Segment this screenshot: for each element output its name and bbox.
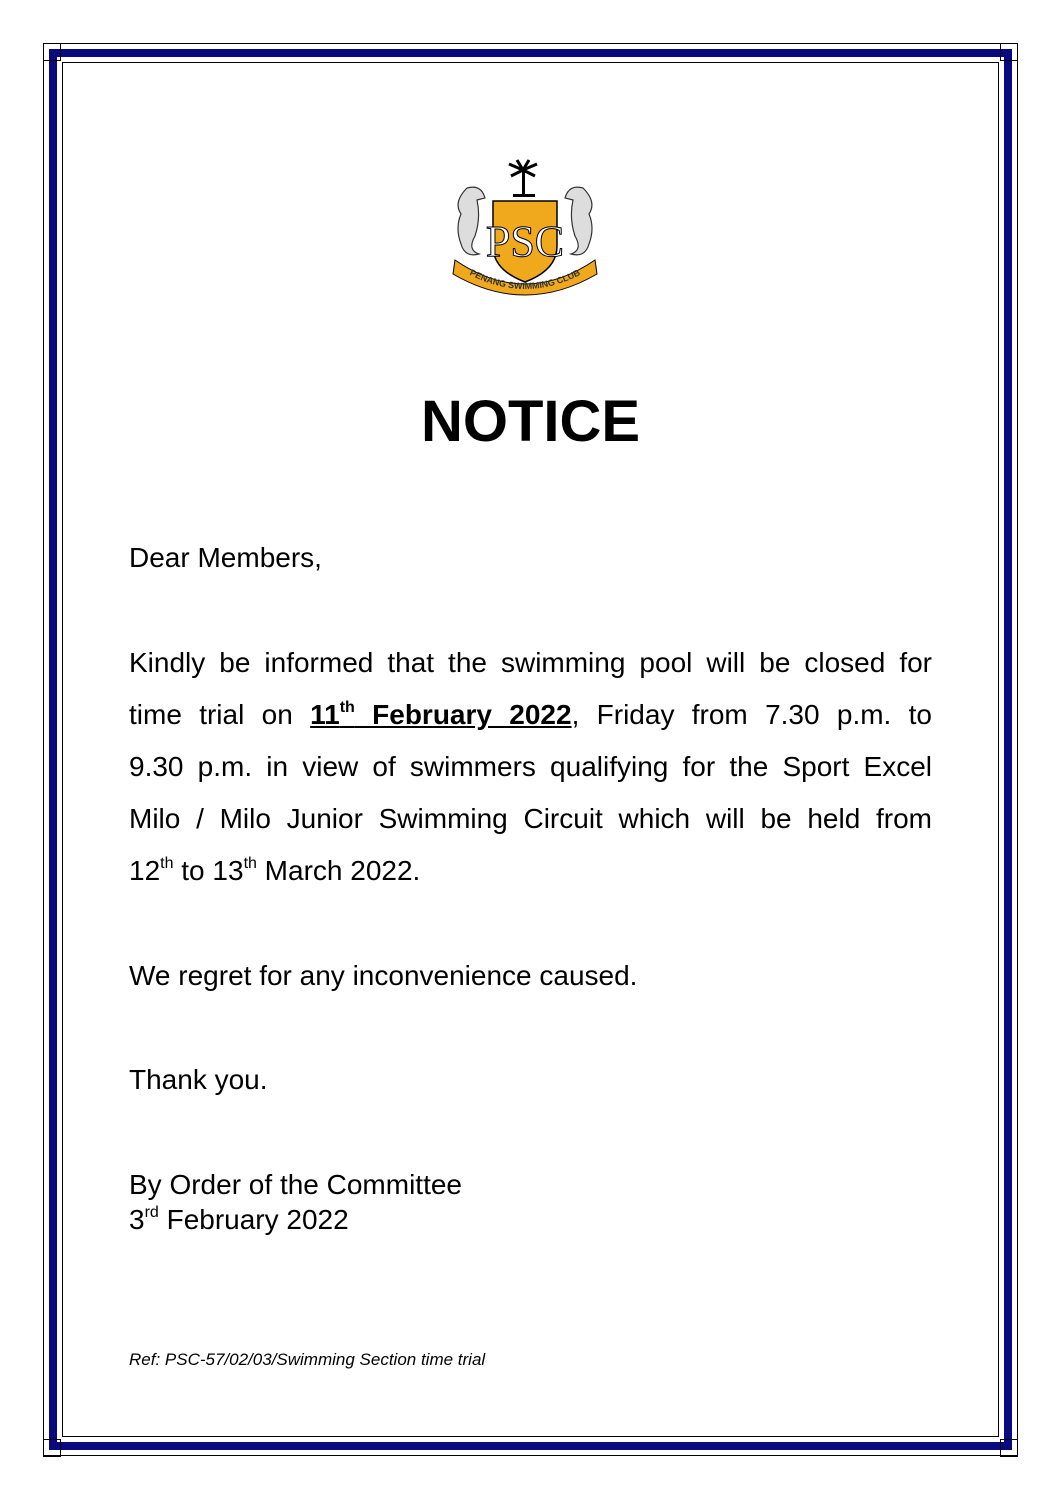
- svg-text:PENANG SWIMMING CLUB: PENANG SWIMMING CLUB: [468, 267, 582, 292]
- text: 11: [310, 699, 340, 730]
- border-corner: [1000, 1439, 1018, 1457]
- body-line: 9.30 p.m. in view of swimmers qualifying for the Sport Excel: [129, 751, 932, 782]
- body-line: [129, 854, 932, 888]
- text: March 2022.: [256, 855, 421, 886]
- border-corner: [43, 43, 61, 61]
- regret-line: We regret for any inconvenience caused.: [129, 960, 638, 991]
- body-line: Milo / Milo Junior Swimming Circuit which will be held from: [129, 803, 932, 834]
- ordinal: th: [339, 699, 355, 716]
- notice-title: NOTICE: [420, 389, 641, 454]
- thanks-line: Thank you.: [129, 1064, 268, 1095]
- text: 12: [129, 855, 161, 886]
- body-line: [129, 698, 932, 732]
- border-corner: [43, 1439, 61, 1457]
- crest-monogram: PSC: [485, 217, 565, 266]
- salutation: Dear Members,: [129, 542, 322, 573]
- text: February 2022: [354, 699, 572, 730]
- body-line: Kindly be informed that the swimming pool will be closed for: [129, 647, 932, 678]
- text: to 13: [173, 855, 244, 886]
- ordinal: rd: [144, 1204, 159, 1221]
- ordinal: th: [243, 855, 257, 872]
- text: 3: [129, 1204, 145, 1235]
- signoff: By Order of the Committee: [129, 1169, 463, 1200]
- palm-tree-icon: [509, 160, 537, 197]
- ordinal: th: [160, 855, 174, 872]
- text: , Friday from 7.30 p.m. to: [571, 699, 932, 730]
- reference-number: Ref: PSC-57/02/03/Swimming Section time trial: [129, 1350, 486, 1369]
- club-crest-logo: [447, 158, 603, 298]
- highlighted-date: [310, 699, 571, 730]
- text: time trial on: [129, 699, 311, 730]
- text: February 2022: [158, 1204, 349, 1235]
- border-corner: [1000, 43, 1018, 61]
- signoff-date: [129, 1203, 932, 1237]
